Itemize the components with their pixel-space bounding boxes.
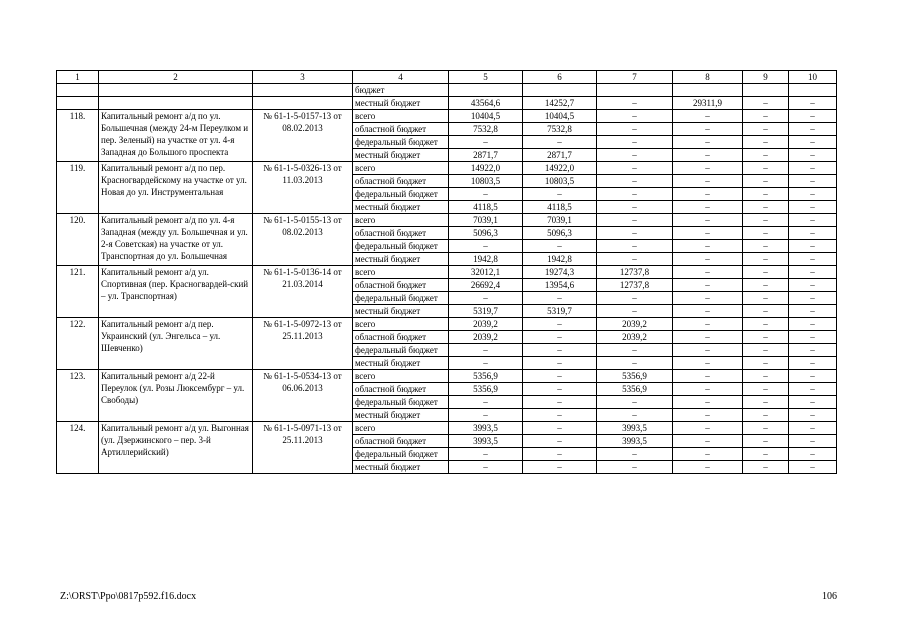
amount-cell: –: [673, 136, 743, 149]
record-number: 122.: [57, 318, 99, 370]
amount-cell: –: [743, 396, 789, 409]
record-description: Капитальный ремонт а/д по ул. 4-я Западная (между ул. Большечная и ул. 2-я Советская) на участке от ул. Транспортная до ул. Большечная: [99, 214, 253, 266]
amount-cell: –: [449, 292, 523, 305]
continuation-row: [57, 97, 837, 110]
amount-cell: –: [743, 266, 789, 279]
amount-cell: –: [597, 357, 673, 370]
amount-cell: –: [449, 448, 523, 461]
amount-cell: 2871,7: [449, 149, 523, 162]
amount-cell: 4118,5: [449, 201, 523, 214]
record-number: 118.: [57, 110, 99, 162]
budget-type-cell: всего: [353, 370, 449, 383]
amount-cell: –: [597, 214, 673, 227]
amount-cell: –: [449, 357, 523, 370]
amount-cell: –: [673, 292, 743, 305]
amount-cell: –: [597, 409, 673, 422]
amount-cell: –: [673, 227, 743, 240]
amount-cell: –: [597, 253, 673, 266]
amount-cell: –: [743, 435, 789, 448]
table-row: [57, 370, 837, 383]
amount-cell: –: [743, 162, 789, 175]
amount-cell: –: [673, 305, 743, 318]
amount-cell: 7532,8: [449, 123, 523, 136]
amount-cell: 19274,3: [523, 266, 597, 279]
amount-cell: –: [743, 383, 789, 396]
amount-cell: –: [673, 357, 743, 370]
header-cell: 5: [449, 71, 523, 84]
amount-cell: –: [673, 110, 743, 123]
amount-cell: 26692,4: [449, 279, 523, 292]
table-cell: 14252,7: [523, 97, 597, 110]
amount-cell: –: [789, 214, 837, 227]
header-cell: 1: [57, 71, 99, 84]
amount-cell: –: [789, 240, 837, 253]
amount-cell: –: [673, 240, 743, 253]
header-cell: 8: [673, 71, 743, 84]
budget-type-cell: федеральный бюджет: [353, 344, 449, 357]
budget-type-cell: местный бюджет: [353, 253, 449, 266]
amount-cell: –: [789, 396, 837, 409]
amount-cell: –: [789, 370, 837, 383]
header-cell: 3: [253, 71, 353, 84]
budget-table: [56, 70, 837, 474]
record-contract: № 61-1-5-0971-13 от 25.11.2013: [253, 422, 353, 474]
budget-type-cell: местный бюджет: [353, 461, 449, 474]
record-number: 121.: [57, 266, 99, 318]
amount-cell: –: [789, 448, 837, 461]
amount-cell: –: [743, 461, 789, 474]
record-number: 123.: [57, 370, 99, 422]
amount-cell: –: [597, 461, 673, 474]
amount-cell: –: [789, 461, 837, 474]
amount-cell: 5356,9: [597, 383, 673, 396]
amount-cell: –: [523, 344, 597, 357]
amount-cell: –: [789, 162, 837, 175]
amount-cell: –: [743, 136, 789, 149]
table-cell: [253, 97, 353, 110]
amount-cell: –: [673, 123, 743, 136]
amount-cell: –: [673, 318, 743, 331]
header-cell: 2: [99, 71, 253, 84]
table-cell: –: [597, 97, 673, 110]
amount-cell: –: [597, 305, 673, 318]
budget-type-cell: областной бюджет: [353, 383, 449, 396]
amount-cell: –: [597, 188, 673, 201]
table-cell: –: [789, 97, 837, 110]
amount-cell: –: [789, 318, 837, 331]
amount-cell: –: [673, 409, 743, 422]
table-cell: [253, 84, 353, 97]
amount-cell: 1942,8: [523, 253, 597, 266]
table-cell: [673, 84, 743, 97]
amount-cell: –: [597, 240, 673, 253]
amount-cell: 10404,5: [449, 110, 523, 123]
record-description: Капитальный ремонт а/д ул. Выгонная (ул. Дзержинского – пер. 3-й Артиллерийский): [99, 422, 253, 474]
table-row: [57, 214, 837, 227]
amount-cell: –: [743, 110, 789, 123]
budget-type-cell: местный бюджет: [353, 201, 449, 214]
amount-cell: 10404,5: [523, 110, 597, 123]
budget-type-cell: всего: [353, 318, 449, 331]
budget-type-cell: федеральный бюджет: [353, 292, 449, 305]
budget-type-cell: федеральный бюджет: [353, 448, 449, 461]
amount-cell: –: [673, 201, 743, 214]
amount-cell: 14922,0: [523, 162, 597, 175]
amount-cell: –: [523, 448, 597, 461]
amount-cell: –: [449, 188, 523, 201]
amount-cell: –: [743, 201, 789, 214]
amount-cell: –: [673, 253, 743, 266]
amount-cell: 5356,9: [449, 370, 523, 383]
amount-cell: 7039,1: [523, 214, 597, 227]
amount-cell: –: [789, 357, 837, 370]
amount-cell: –: [789, 409, 837, 422]
amount-cell: –: [789, 331, 837, 344]
amount-cell: –: [597, 149, 673, 162]
record-description: Капитальный ремонт а/д ул. Спортивная (пер. Красногвардей-ский – ул. Транспортная): [99, 266, 253, 318]
amount-cell: –: [673, 461, 743, 474]
amount-cell: 2039,2: [597, 331, 673, 344]
amount-cell: –: [743, 227, 789, 240]
amount-cell: –: [673, 448, 743, 461]
amount-cell: 2871,7: [523, 149, 597, 162]
budget-type-cell: федеральный бюджет: [353, 136, 449, 149]
amount-cell: –: [597, 110, 673, 123]
amount-cell: –: [523, 240, 597, 253]
header-row: [57, 71, 837, 84]
amount-cell: –: [743, 279, 789, 292]
table-cell: местный бюджет: [353, 97, 449, 110]
amount-cell: –: [789, 305, 837, 318]
amount-cell: –: [523, 435, 597, 448]
record-contract: № 61-1-5-0534-13 от 06.06.2013: [253, 370, 353, 422]
header-cell: 6: [523, 71, 597, 84]
amount-cell: –: [743, 292, 789, 305]
budget-type-cell: местный бюджет: [353, 305, 449, 318]
amount-cell: –: [743, 123, 789, 136]
amount-cell: –: [597, 344, 673, 357]
amount-cell: –: [743, 370, 789, 383]
amount-cell: 13954,6: [523, 279, 597, 292]
header-cell: 4: [353, 71, 449, 84]
amount-cell: –: [673, 214, 743, 227]
table-cell: [597, 84, 673, 97]
amount-cell: –: [449, 461, 523, 474]
amount-cell: 5319,7: [523, 305, 597, 318]
amount-cell: 5096,3: [523, 227, 597, 240]
table-cell: –: [743, 97, 789, 110]
budget-type-cell: областной бюджет: [353, 331, 449, 344]
budget-type-cell: федеральный бюджет: [353, 240, 449, 253]
amount-cell: 4118,5: [523, 201, 597, 214]
amount-cell: –: [673, 331, 743, 344]
amount-cell: –: [597, 162, 673, 175]
record-description: Капитальный ремонт а/д 22-й Переулок (ул. Розы Люксембург – ул. Свободы): [99, 370, 253, 422]
amount-cell: –: [673, 175, 743, 188]
budget-type-cell: местный бюджет: [353, 149, 449, 162]
budget-type-cell: областной бюджет: [353, 435, 449, 448]
amount-cell: –: [789, 383, 837, 396]
amount-cell: –: [673, 383, 743, 396]
amount-cell: –: [597, 227, 673, 240]
amount-cell: –: [743, 331, 789, 344]
amount-cell: –: [449, 344, 523, 357]
table-cell: [57, 84, 99, 97]
amount-cell: –: [673, 188, 743, 201]
footer-page-number: 106: [822, 591, 837, 602]
amount-cell: –: [789, 422, 837, 435]
record-number: 124.: [57, 422, 99, 474]
amount-cell: –: [743, 188, 789, 201]
record-contract: № 61-1-5-0136-14 от 21.03.2014: [253, 266, 353, 318]
amount-cell: –: [789, 292, 837, 305]
amount-cell: 32012,1: [449, 266, 523, 279]
table-cell: [99, 97, 253, 110]
amount-cell: –: [523, 461, 597, 474]
record-description: Капитальный ремонт а/д по пер. Красногвардейскому на участке от ул. Новая до ул. Инструментальная: [99, 162, 253, 214]
amount-cell: –: [673, 435, 743, 448]
amount-cell: –: [449, 240, 523, 253]
amount-cell: –: [743, 409, 789, 422]
header-cell: 10: [789, 71, 837, 84]
amount-cell: –: [673, 344, 743, 357]
table-row: [57, 162, 837, 175]
amount-cell: –: [789, 136, 837, 149]
amount-cell: 2039,2: [449, 331, 523, 344]
amount-cell: –: [743, 149, 789, 162]
table-row: [57, 318, 837, 331]
record-contract: № 61-1-5-0155-13 от 08.02.2013: [253, 214, 353, 266]
amount-cell: –: [673, 422, 743, 435]
amount-cell: 5096,3: [449, 227, 523, 240]
record-contract: № 61-1-5-0326-13 от 11.03.2013: [253, 162, 353, 214]
amount-cell: –: [523, 422, 597, 435]
amount-cell: –: [523, 292, 597, 305]
budget-type-cell: всего: [353, 162, 449, 175]
budget-type-cell: областной бюджет: [353, 227, 449, 240]
amount-cell: –: [523, 136, 597, 149]
amount-cell: –: [597, 292, 673, 305]
amount-cell: 5356,9: [597, 370, 673, 383]
budget-type-cell: местный бюджет: [353, 409, 449, 422]
budget-type-cell: местный бюджет: [353, 357, 449, 370]
amount-cell: –: [449, 136, 523, 149]
budget-type-cell: федеральный бюджет: [353, 396, 449, 409]
amount-cell: –: [789, 201, 837, 214]
table-cell: [99, 84, 253, 97]
amount-cell: –: [743, 318, 789, 331]
amount-cell: –: [523, 331, 597, 344]
table-cell: [57, 97, 99, 110]
record-number: 120.: [57, 214, 99, 266]
amount-cell: –: [673, 162, 743, 175]
amount-cell: 5356,9: [449, 383, 523, 396]
amount-cell: –: [789, 227, 837, 240]
amount-cell: –: [449, 396, 523, 409]
amount-cell: 12737,8: [597, 279, 673, 292]
amount-cell: –: [789, 435, 837, 448]
table-cell: [449, 84, 523, 97]
amount-cell: –: [789, 344, 837, 357]
amount-cell: 2039,2: [449, 318, 523, 331]
budget-type-cell: всего: [353, 422, 449, 435]
amount-cell: –: [523, 370, 597, 383]
amount-cell: –: [597, 448, 673, 461]
amount-cell: 3993,5: [449, 422, 523, 435]
budget-type-cell: областной бюджет: [353, 279, 449, 292]
record-number: 119.: [57, 162, 99, 214]
amount-cell: –: [597, 175, 673, 188]
amount-cell: –: [523, 188, 597, 201]
amount-cell: 1942,8: [449, 253, 523, 266]
amount-cell: 2039,2: [597, 318, 673, 331]
amount-cell: –: [743, 344, 789, 357]
amount-cell: 14922,0: [449, 162, 523, 175]
amount-cell: –: [597, 201, 673, 214]
amount-cell: –: [789, 149, 837, 162]
amount-cell: –: [743, 214, 789, 227]
table-cell: [523, 84, 597, 97]
amount-cell: –: [743, 448, 789, 461]
amount-cell: –: [789, 123, 837, 136]
table-cell: [789, 84, 837, 97]
amount-cell: 10803,5: [449, 175, 523, 188]
amount-cell: 7039,1: [449, 214, 523, 227]
amount-cell: –: [523, 396, 597, 409]
amount-cell: –: [743, 422, 789, 435]
amount-cell: –: [523, 357, 597, 370]
table-row: [57, 110, 837, 123]
amount-cell: –: [743, 357, 789, 370]
amount-cell: –: [523, 318, 597, 331]
amount-cell: –: [789, 110, 837, 123]
budget-type-cell: всего: [353, 214, 449, 227]
amount-cell: 3993,5: [597, 435, 673, 448]
amount-cell: –: [523, 383, 597, 396]
continuation-row: [57, 84, 837, 97]
header-cell: 9: [743, 71, 789, 84]
amount-cell: –: [789, 266, 837, 279]
header-cell: 7: [597, 71, 673, 84]
amount-cell: –: [743, 253, 789, 266]
record-contract: № 61-1-5-0157-13 от 08.02.2013: [253, 110, 353, 162]
amount-cell: –: [789, 279, 837, 292]
amount-cell: –: [673, 149, 743, 162]
budget-type-cell: федеральный бюджет: [353, 188, 449, 201]
budget-type-cell: всего: [353, 266, 449, 279]
amount-cell: –: [597, 123, 673, 136]
amount-cell: –: [743, 305, 789, 318]
amount-cell: –: [673, 279, 743, 292]
table-row: [57, 422, 837, 435]
amount-cell: 10803,5: [523, 175, 597, 188]
budget-type-cell: всего: [353, 110, 449, 123]
footer-file-path: Z:\ORST\Ppo\0817p592.f16.docx: [60, 591, 197, 602]
amount-cell: –: [673, 396, 743, 409]
amount-cell: –: [597, 396, 673, 409]
table-body: [57, 71, 837, 474]
budget-type-cell: областной бюджет: [353, 175, 449, 188]
record-contract: № 61-1-5-0972-13 от 25.11.2013: [253, 318, 353, 370]
amount-cell: –: [449, 409, 523, 422]
amount-cell: –: [743, 175, 789, 188]
amount-cell: –: [789, 253, 837, 266]
amount-cell: –: [673, 370, 743, 383]
amount-cell: –: [673, 266, 743, 279]
amount-cell: –: [789, 188, 837, 201]
amount-cell: –: [789, 175, 837, 188]
table-row: [57, 266, 837, 279]
record-description: Капитальный ремонт а/д по ул. Большечная (между 24-м Переулком и пер. Зеленый) на участке от ул. 4-я Западная до Большого проспекта: [99, 110, 253, 162]
amount-cell: 5319,7: [449, 305, 523, 318]
budget-type-cell: областной бюджет: [353, 123, 449, 136]
amount-cell: 3993,5: [449, 435, 523, 448]
record-description: Капитальный ремонт а/д пер. Украинский (ул. Энгельса – ул. Шевченко): [99, 318, 253, 370]
amount-cell: –: [743, 240, 789, 253]
amount-cell: –: [597, 136, 673, 149]
table-cell: 43564,6: [449, 97, 523, 110]
amount-cell: –: [523, 409, 597, 422]
table-cell: 29311,9: [673, 97, 743, 110]
table-cell: бюджет: [353, 84, 449, 97]
amount-cell: 3993,5: [597, 422, 673, 435]
amount-cell: 12737,8: [597, 266, 673, 279]
amount-cell: 7532,8: [523, 123, 597, 136]
table-cell: [743, 84, 789, 97]
